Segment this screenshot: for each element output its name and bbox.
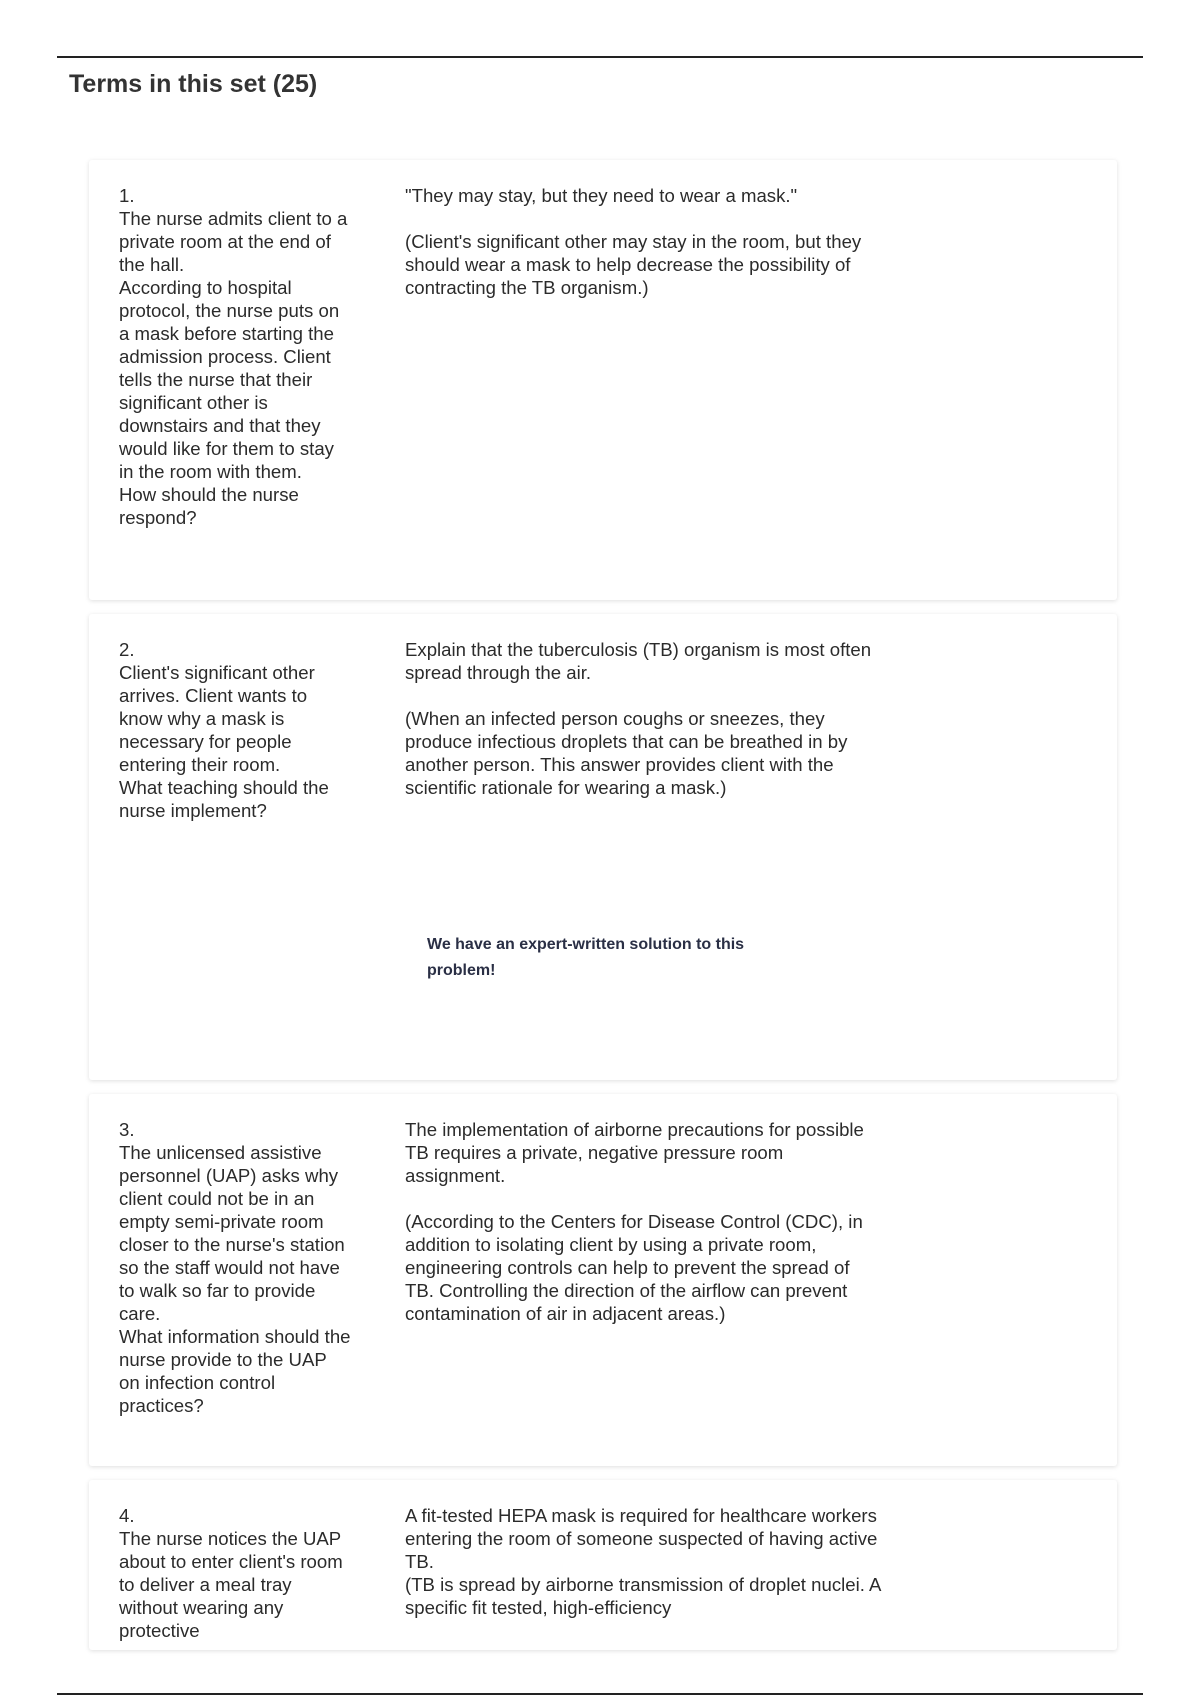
set-title: Terms in this set (25) [69,70,318,98]
definition-text: The implementation of airborne precautions for possible TB requires a private, negative pressure room assignment. (According to the Centers for Disease Control (CDC), in addition to isolating client by using a private room, engineering controls can help to prevent the spread of TB. Controlling the direction of the airflow can prevent contamination of air in adjacent areas.) [405,1119,864,1324]
top-rule [57,56,1143,58]
flashcard-3 [89,1094,1117,1466]
expert-solution-note[interactable]: We have an expert-written solution to this problem! [427,936,745,979]
flashcard-4 [89,1480,1117,1650]
term-text: 4. The nurse notices the UAP about to enter client's room to deliver a meal tray without wearing any protective [119,1505,343,1641]
bottom-rule [57,1693,1143,1695]
flashcard-1 [89,160,1117,600]
definition-text: Explain that the tuberculosis (TB) organism is most often spread through the air. (When an infected person coughs or sneezes, they produce infectious droplets that can be breathed in by another person. This answer provides client with the scientific rationale for wearing a mask.) [405,639,872,798]
term-text: 1. The nurse admits client to a private room at the end of the hall. According to hospital protocol, the nurse puts on a mask before starting the admission process. Client tells the nurse that their significant other is downstairs and that they would like for them to stay in the room with them. How should the nurse respond? [119,185,348,528]
definition-text: "They may stay, but they need to wear a mask." (Client's significant other may stay in the room, but they should wear a mask to help decrease the possibility of contracting the TB organism.) [405,185,862,298]
flashcard-2 [89,614,1117,1080]
term-text: 2. Client's significant other arrives. Client wants to know why a mask is necessary for people entering their room. What teaching should the nurse implement? [119,639,329,821]
term-text: 3. The unlicensed assistive personnel (UAP) asks why client could not be in an empty semi-private room closer to the nurse's station so the staff would not have to walk so far to provide care. What information should the nurse provide to the UAP on infection control practices? [119,1119,351,1416]
definition-text: A fit-tested HEPA mask is required for healthcare workers entering the room of someone suspected of having active TB. (TB is spread by airborne transmission of droplet nuclei. A specific fit tested, high-efficiency [405,1505,881,1618]
